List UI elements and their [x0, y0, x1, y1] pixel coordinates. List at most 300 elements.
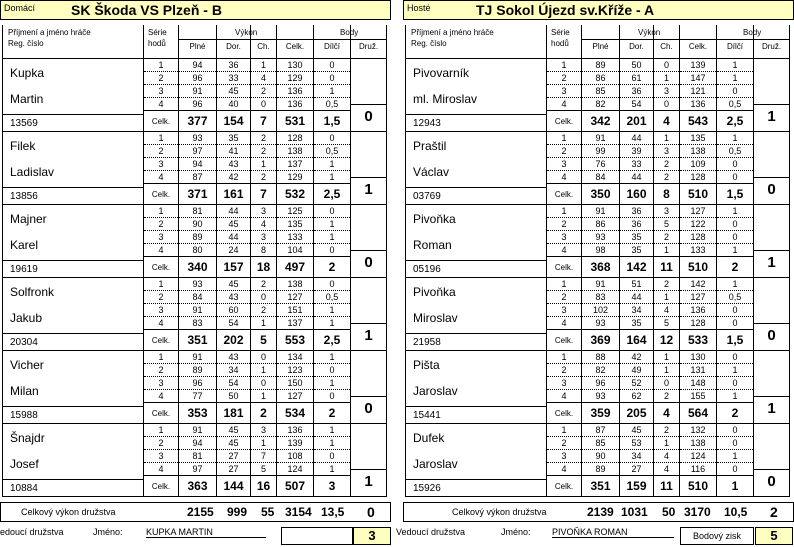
home-series-value: 3 [251, 231, 276, 244]
home-col-dilci [313, 59, 350, 132]
home-player-reg: 15988 [10, 410, 38, 421]
away-series-num: 2 [547, 218, 581, 231]
away-col-dilci [716, 132, 753, 205]
away-player-total: 205 [626, 406, 647, 420]
home-series-value: 1 [314, 463, 350, 476]
home-series-numbers [143, 278, 178, 351]
home-col-dor [216, 59, 250, 132]
away-series-value: 148 [680, 377, 716, 390]
home-celk-label: Celk. [151, 409, 171, 418]
home-series-num: 3 [144, 450, 178, 463]
home-series-hdr-text: Série [148, 28, 167, 37]
away-player-first: Pišta [413, 358, 440, 372]
home-col-dor [216, 205, 250, 278]
home-player-first: Šnajdr [10, 431, 45, 445]
away-player-reg: 12943 [413, 118, 441, 129]
home-series-value: 1 [314, 304, 350, 317]
home-series-value: 138 [277, 145, 313, 158]
home-player-total: 507 [284, 479, 306, 493]
home-series-value: 1 [251, 364, 276, 377]
away-series-value: 82 [582, 98, 619, 111]
away-series-value: 76 [582, 158, 619, 171]
away-celk-hdr-text: Celk. [688, 42, 708, 51]
away-series-value: 91 [582, 205, 619, 218]
home-player-total: 5 [260, 333, 267, 347]
away-series-value: 51 [620, 278, 653, 291]
away-col-dilci [716, 424, 753, 497]
home-series-value: 91 [179, 424, 216, 437]
away-series-value: 139 [680, 59, 716, 72]
away-series-value: 1 [717, 390, 753, 403]
away-series-hdr-text: Série [551, 28, 570, 37]
home-series-value: 1 [314, 158, 350, 171]
home-series-value: 43 [217, 158, 250, 171]
away-series-num: 2 [547, 437, 581, 450]
home-series-value: 2 [251, 304, 276, 317]
away-player-total: 4 [663, 114, 670, 128]
away-series-value: 130 [680, 351, 716, 364]
home-series-value: 43 [217, 351, 250, 364]
away-series-value: 0 [717, 377, 753, 390]
away-series-value: 91 [582, 278, 619, 291]
away-series-num: 4 [547, 317, 581, 330]
away-series-value: 1 [654, 72, 679, 85]
away-player-total: 342 [590, 114, 611, 128]
home-celk-label: Celk. [151, 263, 171, 272]
home-series-value: 89 [179, 231, 216, 244]
home-druz-hdr [350, 25, 387, 59]
home-leader-label: edoucí družstva [0, 527, 64, 537]
home-series-value: 8 [251, 244, 276, 257]
home-series-value: 90 [179, 218, 216, 231]
away-series-value: 2 [654, 390, 679, 403]
home-player-points [350, 132, 387, 205]
home-player-points-value: 0 [351, 104, 386, 129]
home-series-value: 0 [314, 364, 350, 377]
home-player-total: 7 [260, 114, 267, 128]
home-series-value: 151 [277, 304, 313, 317]
away-series-value: 85 [582, 85, 619, 98]
home-col-plne [178, 424, 216, 497]
home-series-num: 4 [144, 463, 178, 476]
home-series-value: 0 [251, 351, 276, 364]
away-total-dor: 1031 [621, 505, 648, 519]
away-series-value: 2 [654, 171, 679, 184]
home-series-value: 0 [251, 377, 276, 390]
away-series-value: 0,5 [717, 145, 753, 158]
home-player-total: 202 [223, 333, 244, 347]
away-player-last: Roman [413, 238, 452, 252]
away-series-value: 39 [620, 145, 653, 158]
home-player-name-cell [2, 59, 143, 132]
away-player-reg: 03769 [413, 191, 441, 202]
away-series-value: 1 [717, 278, 753, 291]
home-series-value: 2 [251, 145, 276, 158]
home-player-total: 157 [223, 260, 244, 274]
away-player-total: 8 [663, 187, 670, 201]
away-series-value: 142 [680, 278, 716, 291]
home-total-ch: 55 [261, 505, 275, 519]
home-series-num: 2 [144, 364, 178, 377]
away-celk-label: Celk. [554, 190, 574, 199]
away-series-value: 131 [680, 364, 716, 377]
home-series-value: 91 [179, 304, 216, 317]
home-series-value: 0 [314, 450, 350, 463]
home-series-value: 50 [217, 390, 250, 403]
away-col-celk [679, 278, 716, 351]
home-celk-hdr-text: Celk. [285, 42, 305, 51]
away-series-value: 127 [680, 291, 716, 304]
home-series-value: 124 [277, 463, 313, 476]
home-series-value: 0 [314, 278, 350, 291]
away-player-total: 11 [660, 260, 673, 274]
away-col-ch [653, 132, 679, 205]
home-celk-hdr [276, 25, 313, 59]
home-player-total: 154 [223, 114, 244, 128]
away-series-value: 1 [654, 437, 679, 450]
home-series-value: 83 [179, 317, 216, 330]
away-player-total: 510 [687, 260, 709, 274]
away-player-name-cell [405, 59, 546, 132]
home-celk-label: Celk. [151, 190, 171, 199]
home-col-celk [276, 205, 313, 278]
away-series-value: 83 [582, 291, 619, 304]
home-series-value: 3 [251, 205, 276, 218]
away-leader-name: PIVOŇKA ROMAN [552, 527, 674, 538]
away-player-last: Miroslav [413, 311, 458, 325]
away-series-value: 0 [654, 59, 679, 72]
home-series-numbers [143, 59, 178, 132]
away-celk-label: Celk. [554, 263, 574, 272]
away-series-numbers [546, 351, 581, 424]
away-series-value: 33 [620, 158, 653, 171]
home-series-num: 4 [144, 98, 178, 111]
away-series-value: 4 [654, 463, 679, 476]
away-series-value: 89 [582, 59, 619, 72]
home-ch-hdr [250, 25, 276, 59]
away-druz-hdr [753, 25, 790, 59]
away-col-dor [619, 132, 653, 205]
away-series-hdr-text: hodů [551, 39, 569, 48]
home-col-dilci [313, 351, 350, 424]
home-series-value: 136 [277, 85, 313, 98]
away-body-text: Body [743, 28, 762, 37]
home-col-plne [178, 278, 216, 351]
away-player-name-cell [405, 424, 546, 497]
away-total-plne: 2139 [587, 505, 614, 519]
away-col-dor [619, 205, 653, 278]
away-series-value: 2 [654, 424, 679, 437]
away-series-value: 1 [654, 132, 679, 145]
home-series-value: 44 [217, 205, 250, 218]
home-series-value: 0 [314, 72, 350, 85]
away-player-first: Pivoňka [413, 212, 456, 226]
home-series-value: 97 [179, 463, 216, 476]
away-dor-hdr-text: Dor. [629, 42, 644, 51]
away-team-header [403, 0, 794, 20]
home-player-total: 2 [328, 260, 336, 274]
away-series-num: 2 [547, 291, 581, 304]
away-series-value: 4 [654, 304, 679, 317]
away-series-value: 0 [717, 171, 753, 184]
away-series-num: 3 [547, 377, 581, 390]
away-total-dilci: 10,5 [724, 505, 748, 519]
away-series-value: 0 [717, 351, 753, 364]
away-series-value: 44 [620, 171, 653, 184]
away-series-value: 133 [680, 244, 716, 257]
home-col-dor [216, 132, 250, 205]
home-series-value: 96 [179, 377, 216, 390]
away-col-dor [619, 278, 653, 351]
away-col-celk [679, 351, 716, 424]
home-player-total: 377 [187, 114, 208, 128]
home-series-value: 123 [277, 364, 313, 377]
home-series-value: 91 [179, 85, 216, 98]
away-player-total: 533 [687, 333, 709, 347]
away-series-num: 4 [547, 390, 581, 403]
home-series-num: 2 [144, 291, 178, 304]
away-player-total: 1 [731, 479, 739, 493]
away-series-value: 36 [620, 85, 653, 98]
home-series-value: 1 [314, 351, 350, 364]
away-col-plne [581, 351, 619, 424]
home-plne-hdr-text: Plné [189, 42, 206, 51]
home-player-last: Jakub [10, 311, 43, 325]
home-player-total: 16 [256, 479, 271, 493]
home-series-value: 4 [251, 218, 276, 231]
home-series-value: 1 [251, 437, 276, 450]
home-player-name-cell [2, 351, 143, 424]
away-leader-label: Vedoucí družstva [396, 527, 466, 537]
away-player-points [753, 59, 790, 132]
home-series-num: 1 [144, 205, 178, 218]
home-col-plne [178, 59, 216, 132]
home-ch-hdr-text: Ch. [257, 42, 270, 51]
home-col-ch [250, 132, 276, 205]
away-player-reg: 21958 [413, 337, 441, 348]
away-celk-label: Celk. [554, 336, 574, 345]
home-series-value: 1 [314, 377, 350, 390]
away-col-dor [619, 424, 653, 497]
home-series-value: 2 [251, 171, 276, 184]
away-player-total: 359 [590, 406, 611, 420]
home-series-value: 0 [251, 98, 276, 111]
home-col-celk [276, 132, 313, 205]
away-series-value: 99 [582, 145, 619, 158]
home-player-reg: 20304 [10, 337, 38, 348]
away-player-total: 564 [687, 406, 709, 420]
away-total-celk: 3170 [684, 505, 711, 519]
home-player-total: 353 [187, 406, 208, 420]
away-player-total: 2 [731, 406, 739, 420]
home-series-value: 5 [251, 463, 276, 476]
home-player-total: 2 [328, 406, 336, 420]
away-series-value: 4 [654, 450, 679, 463]
away-series-num: 1 [547, 351, 581, 364]
away-col-ch [653, 278, 679, 351]
home-series-num: 2 [144, 145, 178, 158]
home-series-value: 0 [314, 390, 350, 403]
home-series-num: 1 [144, 278, 178, 291]
home-name-hdr-text: Příjmení a jméno hráče [8, 28, 91, 37]
away-celk-label: Celk. [554, 117, 574, 126]
away-series-value: 90 [582, 450, 619, 463]
away-series-num: 3 [547, 85, 581, 98]
home-series-value: 94 [179, 59, 216, 72]
home-dor-hdr-text: Dor. [226, 42, 241, 51]
away-series-value: 122 [680, 218, 716, 231]
away-series-value: 128 [680, 171, 716, 184]
home-series-value: 0 [314, 132, 350, 145]
away-series-value: 85 [582, 437, 619, 450]
away-col-plne [581, 59, 619, 132]
home-series-value: 27 [217, 450, 250, 463]
away-series-value: 147 [680, 72, 716, 85]
away-series-value: 0 [717, 158, 753, 171]
away-series-value: 3 [654, 85, 679, 98]
away-player-total: 2,5 [726, 114, 744, 128]
away-col-plne [581, 205, 619, 278]
home-col-ch [250, 59, 276, 132]
away-series-value: 155 [680, 390, 716, 403]
away-series-num: 1 [547, 278, 581, 291]
home-col-ch [250, 278, 276, 351]
home-player-total: 161 [223, 187, 244, 201]
away-player-points-value: 0 [754, 177, 789, 202]
away-player-points-value: 1 [754, 104, 789, 129]
away-player-name-cell [405, 351, 546, 424]
home-series-value: 1 [251, 317, 276, 330]
home-series-num: 3 [144, 158, 178, 171]
away-col-celk [679, 59, 716, 132]
away-player-total: 164 [626, 333, 647, 347]
away-series-num: 1 [547, 59, 581, 72]
away-series-value: 44 [620, 291, 653, 304]
home-series-value: 0,5 [314, 145, 350, 158]
away-series-value: 1 [717, 59, 753, 72]
away-series-value: 128 [680, 231, 716, 244]
home-scoresheet [2, 25, 390, 497]
away-player-total: 1,5 [726, 333, 744, 347]
away-series-value: 86 [582, 72, 619, 85]
home-player-last: Ladislav [10, 165, 55, 179]
home-player-total: 553 [284, 333, 306, 347]
bodovy-zisk-label: Bodový zisk [680, 527, 754, 545]
away-series-value: 1 [717, 72, 753, 85]
home-series-num: 4 [144, 317, 178, 330]
home-col-dor [216, 424, 250, 497]
home-series-value: 84 [179, 291, 216, 304]
home-team-name: SK Škoda VS Plzeň - B [71, 2, 222, 18]
home-series-value: 97 [179, 145, 216, 158]
home-player-name-cell [2, 424, 143, 497]
away-player-name-cell [405, 132, 546, 205]
home-body-text: Body [340, 28, 359, 37]
home-series-value: 60 [217, 304, 250, 317]
home-dilci-hdr [313, 25, 359, 59]
away-series-value: 52 [620, 377, 653, 390]
away-series-value: 138 [680, 437, 716, 450]
away-col-plne [581, 132, 619, 205]
home-series-value: 42 [217, 171, 250, 184]
home-series-value: 93 [179, 132, 216, 145]
away-series-value: 1 [654, 291, 679, 304]
away-series-numbers [546, 59, 581, 132]
away-col-dilci [716, 59, 753, 132]
home-series-value: 1 [314, 424, 350, 437]
home-series-value: 0 [314, 59, 350, 72]
home-series-num: 2 [144, 437, 178, 450]
home-series-value: 94 [179, 437, 216, 450]
away-series-numbers [546, 205, 581, 278]
home-player-total: 3 [328, 479, 336, 493]
home-series-value: 129 [277, 72, 313, 85]
home-player-total: 144 [223, 479, 244, 493]
home-druz-hdr-text: Druž. [358, 42, 379, 51]
away-series-value: 132 [680, 424, 716, 437]
home-player-total: 340 [187, 260, 208, 274]
away-series-num: 4 [547, 244, 581, 257]
home-series-num: 1 [144, 132, 178, 145]
home-series-num: 4 [144, 171, 178, 184]
away-series-num: 1 [547, 205, 581, 218]
home-player-reg: 13856 [10, 191, 38, 202]
away-series-value: 93 [582, 317, 619, 330]
home-series-value: 135 [277, 218, 313, 231]
home-series-value: 1 [314, 85, 350, 98]
away-player-points-value: 0 [754, 323, 789, 348]
home-player-last: Josef [10, 457, 39, 471]
home-series-value: 138 [277, 278, 313, 291]
home-series-value: 41 [217, 145, 250, 158]
home-total-plne: 2155 [187, 505, 214, 519]
away-series-value: 136 [680, 98, 716, 111]
home-col-celk [276, 59, 313, 132]
home-plne-hdr [178, 25, 216, 59]
away-series-value: 49 [620, 364, 653, 377]
away-series-value: 35 [620, 317, 653, 330]
away-player-total: 12 [659, 333, 674, 347]
away-series-num: 3 [547, 304, 581, 317]
home-col-celk [276, 351, 313, 424]
home-player-total: 181 [223, 406, 244, 420]
away-player-points [753, 351, 790, 424]
home-series-value: 0 [314, 244, 350, 257]
away-player-total: 369 [590, 333, 611, 347]
home-player-total: 534 [284, 406, 306, 420]
away-series-value: 89 [582, 463, 619, 476]
home-total-celk: 3154 [285, 505, 312, 519]
home-series-num: 3 [144, 377, 178, 390]
away-player-reg: 05196 [413, 264, 441, 275]
team-total-label: Celkový výkon družstva [21, 507, 116, 517]
away-series-value: 1 [717, 205, 753, 218]
away-col-dor [619, 351, 653, 424]
home-player-total: 7 [260, 187, 267, 201]
home-series-numbers [143, 351, 178, 424]
home-player-total: 351 [187, 333, 208, 347]
home-col-ch [250, 424, 276, 497]
home-series-value: 96 [179, 98, 216, 111]
away-series-value: 116 [680, 463, 716, 476]
home-col-dilci [313, 132, 350, 205]
home-series-value: 104 [277, 244, 313, 257]
home-series-num: 3 [144, 85, 178, 98]
away-dor-hdr [619, 25, 661, 59]
away-name-hdr-text: Příjmení a jméno hráče [411, 28, 494, 37]
away-player-points [753, 132, 790, 205]
away-series-value: 86 [582, 218, 619, 231]
